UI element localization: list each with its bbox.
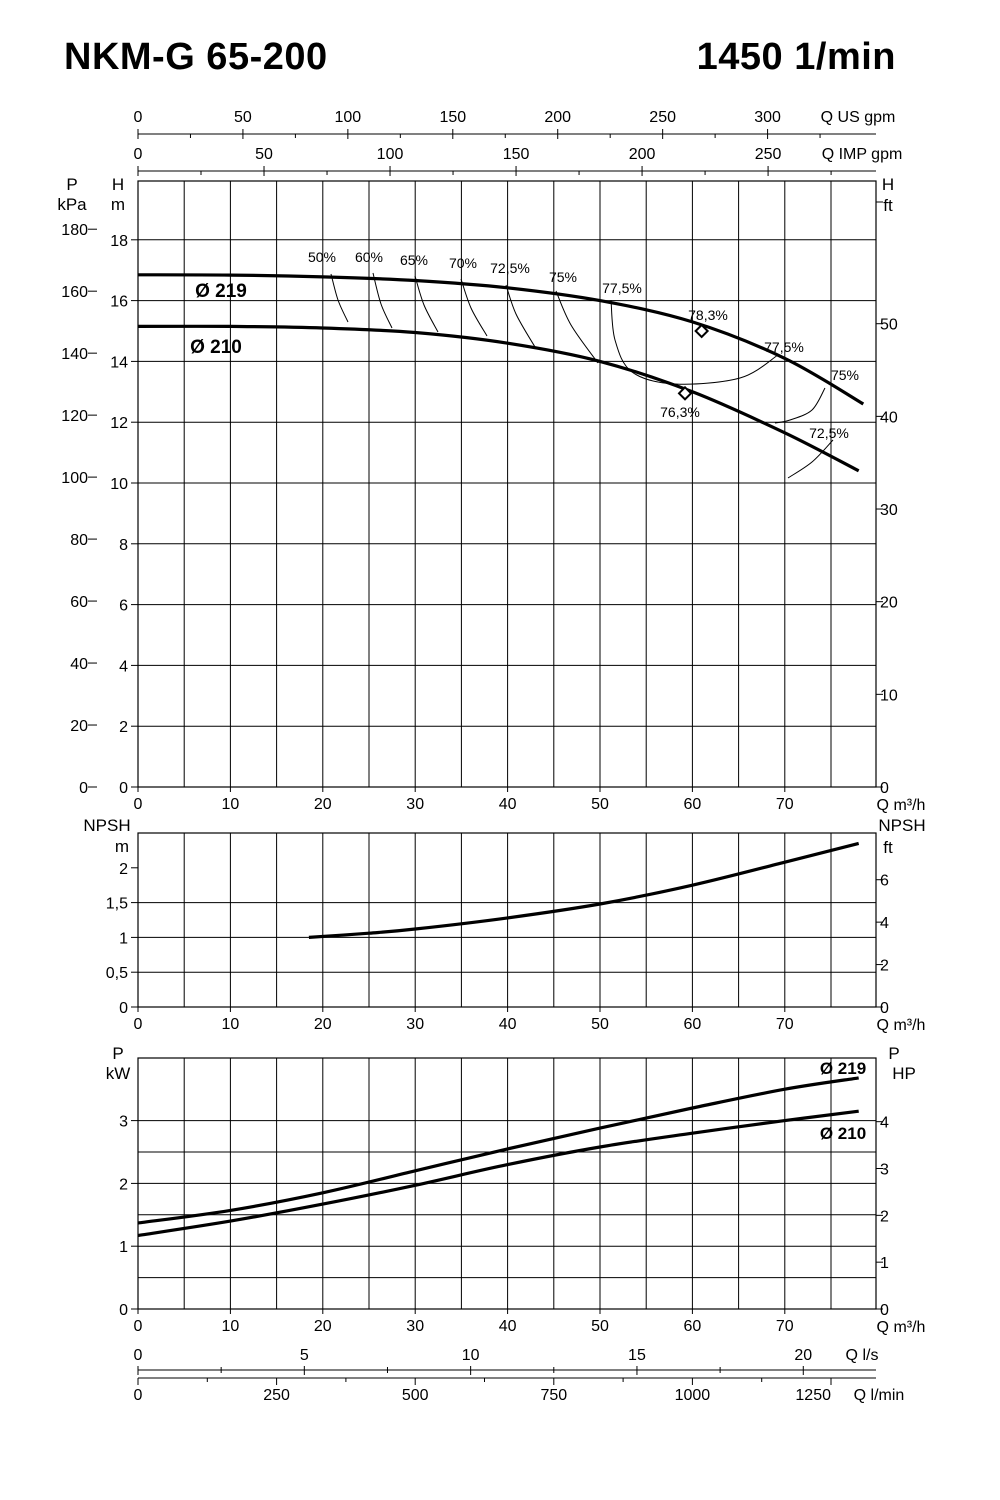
top-axis-tick-label: 200	[628, 146, 656, 163]
head-ft-tick-label: 30	[880, 502, 898, 520]
head-ft-tick-label: 50	[880, 316, 898, 334]
x-tick-label: 10	[221, 796, 240, 813]
power-hp-tick-label: 4	[880, 1114, 889, 1132]
top-axis-tick-label: 250	[754, 146, 782, 163]
x-tick-label: 40	[498, 1016, 517, 1033]
head-curve-label-210: Ø 210	[190, 337, 242, 358]
power-hp-tick-label: 2	[880, 1208, 889, 1226]
top-axis-label: Q IMP gpm	[821, 146, 903, 163]
head-m-tick-label: 18	[110, 232, 128, 250]
bottom-axis-tick-label-ls: 10	[461, 1347, 480, 1364]
head-m-tick-label: 10	[110, 476, 128, 493]
head-m-tick-label: 2	[119, 719, 128, 737]
head-kpa-tick-label: 100	[61, 470, 88, 488]
bottom-axis-label-ls: Q l/s	[845, 1347, 879, 1364]
x-tick-label: 20	[313, 1016, 332, 1033]
head-kpa-tick-label: 60	[70, 594, 88, 612]
power-hp-unit-label: HP	[892, 1064, 916, 1083]
top-axis-tick-label: 0	[133, 146, 143, 163]
bottom-axis-label-lmin: Q l/min	[853, 1387, 905, 1404]
bottom-axis-tick-label-ls: 0	[133, 1347, 143, 1364]
chart-title-model: NKM-G 65-200	[64, 36, 328, 78]
npsh-m-axis-label: NPSH	[83, 816, 131, 835]
power-kw-axis-label: P	[112, 1044, 124, 1063]
top-axis-tick-label: 250	[649, 109, 677, 126]
head-m-tick-label: 12	[110, 415, 128, 433]
x-tick-label: 0	[133, 1318, 143, 1335]
npsh-ft-tick-label: 6	[880, 872, 889, 890]
npsh-ft-tick-label: 2	[880, 957, 889, 975]
x-tick-label: 10	[221, 1318, 240, 1335]
x-tick-label: 20	[313, 796, 332, 813]
x-tick-label: 20	[313, 1318, 332, 1335]
head-ft-tick-label: 0	[880, 780, 889, 797]
chart-title-speed: 1450 1/min	[696, 36, 896, 78]
power-curve-210	[138, 1111, 859, 1235]
bottom-axis-tick-label-lmin: 250	[263, 1387, 290, 1404]
head-m-tick-label: 8	[119, 536, 128, 554]
bottom-axis-tick-label-ls: 5	[299, 1347, 309, 1364]
head-ft-tick-label: 20	[880, 594, 898, 612]
power-kw-unit-label: kW	[105, 1064, 131, 1083]
head-m-unit-label: m	[110, 195, 126, 214]
bottom-axis-tick-label-ls: 20	[794, 1347, 813, 1364]
top-axis-tick-label: 50	[234, 109, 252, 126]
head-m-tick-label: 6	[119, 597, 128, 615]
npsh-m-tick-label: 0	[119, 1000, 128, 1017]
efficiency-iso-curve	[461, 279, 487, 336]
head-curve-210	[138, 326, 859, 470]
efficiency-iso-curve	[775, 388, 825, 423]
x-tick-label: 60	[683, 1016, 702, 1033]
x-tick-label: 10	[221, 1016, 240, 1033]
npsh-ft-unit-label: ft	[883, 838, 893, 857]
bottom-axis-tick-label-lmin: 1250	[795, 1387, 831, 1404]
power-curve-label-219: Ø 219	[819, 1059, 867, 1078]
x-tick-label: 50	[591, 796, 609, 813]
power-curve-219	[138, 1078, 859, 1223]
npsh-m-tick-label: 1,5	[105, 895, 128, 913]
efficiency-label: 76,3%	[660, 404, 700, 420]
x-tick-label: 40	[498, 796, 517, 813]
head-kpa-tick-label: 160	[61, 284, 88, 302]
efficiency-label: 78,3%	[688, 307, 728, 323]
head-kpa-axis-label: P	[66, 175, 78, 194]
x-tick-label: 60	[683, 796, 702, 813]
head-ft-axis-label: H	[881, 175, 895, 194]
power-kw-tick-label: 1	[119, 1239, 128, 1257]
efficiency-label: 77,5%	[602, 280, 642, 296]
power-hp-tick-label: 1	[880, 1255, 889, 1273]
x-tick-label: 50	[591, 1016, 609, 1033]
npsh-frame	[138, 833, 876, 1007]
x-tick-label: 30	[406, 1318, 425, 1335]
x-tick-label: 70	[775, 1318, 794, 1335]
power-hp-axis-label: P	[888, 1044, 900, 1063]
npsh-curve	[309, 843, 859, 937]
bottom-axis-tick-label-lmin: 1000	[674, 1387, 711, 1404]
head-kpa-tick-label: 0	[79, 780, 88, 797]
npsh-ft-axis-label: NPSH	[878, 816, 926, 835]
x-axis-label: Q m³/h	[876, 1017, 926, 1034]
efficiency-iso-curve	[506, 285, 535, 347]
x-tick-label: 30	[406, 1016, 425, 1033]
head-kpa-tick-label: 140	[61, 346, 88, 364]
efficiency-label: 60%	[354, 249, 384, 265]
x-tick-label: 70	[775, 796, 794, 813]
top-axis-tick-label: 50	[255, 146, 273, 163]
head-m-tick-label: 16	[110, 293, 128, 311]
x-tick-label: 70	[775, 1016, 794, 1033]
head-kpa-tick-label: 120	[61, 408, 88, 426]
power-hp-tick-label: 3	[880, 1161, 889, 1179]
efficiency-iso-curve	[415, 276, 438, 332]
top-axis-label: Q US gpm	[820, 109, 896, 126]
head-ft-tick-label: 10	[880, 687, 898, 705]
power-hp-tick-label: 0	[880, 1302, 889, 1319]
efficiency-label: 77,5%	[764, 339, 804, 355]
top-axis-tick-label: 300	[754, 109, 781, 126]
top-axis-tick-label: 150	[439, 109, 467, 126]
x-axis-label: Q m³/h	[876, 1319, 926, 1336]
efficiency-label: 70%	[448, 255, 478, 271]
bottom-axis-tick-label-lmin: 0	[133, 1387, 143, 1404]
head-curve-label-219: Ø 219	[195, 281, 247, 302]
power-kw-tick-label: 0	[119, 1302, 128, 1319]
head-kpa-tick-label: 180	[61, 222, 88, 240]
x-tick-label: 50	[591, 1318, 609, 1335]
top-axis-tick-label: 100	[334, 109, 362, 126]
x-tick-label: 60	[683, 1318, 702, 1335]
head-m-axis-label: H	[111, 175, 125, 194]
npsh-m-tick-label: 1	[119, 930, 128, 948]
power-kw-tick-label: 3	[119, 1113, 128, 1131]
power-kw-tick-label: 2	[119, 1176, 128, 1194]
top-axis-tick-label: 0	[133, 109, 143, 126]
head-kpa-tick-label: 20	[70, 718, 88, 736]
efficiency-label: 72,5%	[490, 260, 530, 276]
head-m-tick-label: 4	[119, 658, 128, 676]
head-kpa-tick-label: 40	[70, 656, 88, 674]
x-axis-label: Q m³/h	[876, 797, 926, 814]
head-kpa-unit-label: kPa	[57, 195, 87, 214]
efficiency-label: 75%	[830, 367, 860, 383]
top-axis-tick-label: 150	[502, 146, 530, 163]
head-ft-unit-label: ft	[883, 196, 893, 215]
x-tick-label: 0	[133, 796, 143, 813]
x-tick-label: 0	[133, 1016, 143, 1033]
npsh-m-tick-label: 2	[119, 860, 128, 878]
head-m-tick-label: 0	[119, 780, 128, 797]
bottom-axis-tick-label-lmin: 500	[401, 1387, 429, 1404]
head-kpa-tick-label: 80	[70, 532, 88, 550]
efficiency-label: 65%	[399, 252, 429, 268]
bottom-axis-tick-label-lmin: 750	[540, 1387, 568, 1404]
efficiency-iso-curve	[331, 274, 348, 322]
power-curve-label-210: Ø 210	[819, 1124, 867, 1143]
top-axis-tick-label: 200	[544, 109, 572, 126]
head-ft-tick-label: 40	[880, 409, 898, 427]
efficiency-label: 72,5%	[809, 425, 849, 441]
npsh-m-unit-label: m	[114, 837, 130, 856]
top-axis-tick-label: 100	[376, 146, 404, 163]
npsh-m-tick-label: 0,5	[105, 965, 128, 983]
head-m-tick-label: 14	[110, 354, 128, 372]
bottom-axis-tick-label-ls: 15	[628, 1347, 646, 1364]
x-tick-label: 30	[406, 796, 425, 813]
x-tick-label: 40	[498, 1318, 517, 1335]
npsh-ft-tick-label: 4	[880, 915, 889, 933]
efficiency-label: 50%	[307, 249, 337, 265]
npsh-ft-tick-label: 0	[880, 1000, 889, 1017]
efficiency-label: 75%	[548, 269, 578, 285]
